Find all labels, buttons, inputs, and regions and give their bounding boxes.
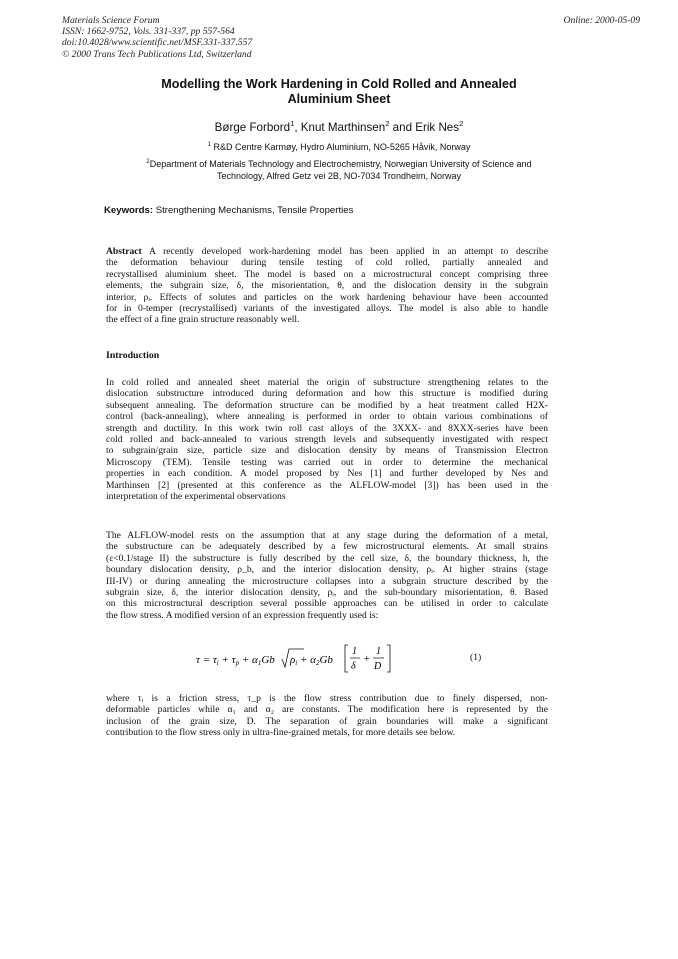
intro-paragraph-2: [106, 530, 548, 621]
title-line-2: Aluminium Sheet: [287, 91, 391, 106]
abstract-line: for in 0-temper (recrystallised) variants of the investigated alloys. The model is also able to handle: [106, 303, 548, 315]
intro-paragraph-1: [106, 377, 548, 502]
abstract: [106, 246, 548, 326]
abstract-line: interior, ρᵢ. Effects of solutes and particles on the work hardening behaviour have been accounted: [106, 291, 548, 303]
paragraph-line: Microscopy (TEM). Tensile testing was carried out in order to determine the mechanical: [106, 456, 548, 468]
svg-text:1: 1: [352, 646, 357, 657]
paragraph-line: properties in each condition. A model proposed by Nes [1] and further developed by Nes and: [106, 468, 548, 480]
journal-copyright: © 2000 Trans Tech Publications Ltd, Switzerland: [62, 48, 252, 60]
paragraph-line: deformable particles while α₁ and α₂ are constants. The modification here is represented by the: [106, 704, 548, 716]
affiliation-2-line-1: Department of Materials Technology and Electrochemistry, Norwegian University of Science and: [149, 159, 532, 169]
paragraph-line: on this microstructural description several possible approaches can be utilised in order to calculate: [106, 598, 548, 610]
svg-text:1: 1: [376, 646, 381, 657]
affiliation-1-text: R&D Centre Karmøy, Hydro Aluminium, NO-5265 Håvik, Norway: [213, 142, 471, 152]
paragraph-line: (ε<0.1/stage II) the substructure is fully described by the cell size, δ, the boundary thickness, h, the: [106, 552, 548, 564]
paragraph-line: to subgrain/grain size, particle size and dislocation density by means of Transmission Electron: [106, 445, 548, 457]
journal-doi[interactable]: doi:10.4028/www.scientific.net/MSF.331-337.557: [62, 37, 253, 49]
abstract-line: the deformation behaviour during tensile testing of cold rolled, partially annealed and: [106, 257, 548, 269]
online-date: Online: 2000-05-09: [563, 15, 640, 26]
author-sep-1: ,: [294, 121, 301, 134]
author-1: Børge Forbord: [214, 121, 291, 134]
paragraph-line: inclusion of the grain size, D. The separation of grain boundaries will make a significant: [106, 715, 548, 727]
svg-text:D: D: [374, 661, 382, 672]
affiliation-1: [100, 142, 578, 154]
affiliation-2: [96, 159, 582, 182]
paragraph-line: where τᵢ is a friction stress, τ_p is the flow stress contribution due to finely dispersed, non-: [106, 693, 548, 704]
paragraph-line: subsequent annealing. The deformation structure can be modified by a heat treatment called H2X-: [106, 399, 548, 411]
paragraph-line: dislocation substructure introduced during deformation and how this structure is modified during: [106, 388, 548, 400]
paragraph-line: boundary dislocation density, ρ_b, and the interior dislocation density, ρᵢ. At higher strains (stage: [106, 564, 548, 576]
author-list: [100, 121, 578, 135]
paragraph-line: Marthinsen [2] (presented at this conference as the ALFLOW-model [3]) has been used in the: [106, 479, 548, 491]
paragraph-line: cold rolled and back-annealed to various strength levels and subsequently investigated with respect: [106, 434, 548, 446]
svg-text:δ: δ: [351, 661, 356, 672]
keywords-text: Strengthening Mechanisms, Tensile Properties: [153, 205, 354, 216]
journal-name: Materials Science Forum: [62, 15, 160, 26]
author-3-affil: 2: [459, 119, 464, 129]
paper-title: [100, 77, 578, 106]
keywords: [104, 205, 574, 217]
paragraph-line: control (back-annealing), where annealing is performed in order to obtain various combinations of: [106, 411, 548, 423]
abstract-line: recrystallised aluminium sheet. The model is based on a microstructural concept comprising three: [106, 268, 548, 280]
abstract-label: Abstract: [106, 246, 142, 257]
paragraph-line: The ALFLOW-model rests on the assumption that at any stage during the deformation of a metal,: [106, 530, 548, 541]
paragraph-line: strength and ductility. In this work twin roll cast alloys of the 3XXX- and 8XXX-series have been: [106, 422, 548, 434]
intro-paragraph-3: [106, 693, 548, 739]
keywords-label: Keywords:: [104, 205, 154, 216]
affiliation-2-line-2: Technology, Alfred Getz vei 2B, NO-7034 Trondheim, Norway: [217, 170, 461, 181]
abstract-line: elements, the subgrain size, δ, the misorientation, θ, and the dislocation density in the subgrain: [106, 280, 548, 292]
paragraph-line: In cold rolled and annealed sheet material the origin of substructure strengthening relates to the: [106, 377, 548, 388]
paragraph-line: III-IV) or during annealing the microstructure collapses into a subgrain structure described by the: [106, 575, 548, 587]
svg-text:τ = τi + τp + α1Gb: τ = τi + τp + α1Gb: [196, 654, 275, 667]
author-1-affil: 1: [290, 119, 295, 129]
paragraph-line: subgrain size, δ, the interior dislocation density, ρᵢ, and the sub-boundary misorientation, θ. Based: [106, 587, 548, 599]
author-3: Erik Nes: [415, 121, 460, 134]
paragraph-line: the flow stress. A modified version of an expression frequently used is:: [106, 609, 379, 621]
affiliation-2-mark: 2: [146, 159, 150, 165]
title-line-1: Modelling the Work Hardening in Cold Rolled and Annealed: [161, 77, 517, 91]
paragraph-line: contribution to the flow stress only in ultra-fine-grained metals, for more details see below.: [106, 727, 456, 739]
equation-number: (1): [470, 652, 482, 663]
paragraph-line: interpretation of the experimental observations: [106, 491, 286, 503]
abstract-line: the effect of a fine grain structure reasonably well.: [106, 314, 300, 326]
flow-stress-equation: [196, 641, 396, 675]
affiliation-1-mark: 1: [207, 142, 211, 148]
author-2-affil: 2: [385, 119, 390, 129]
svg-text:+: +: [363, 653, 371, 665]
journal-issn: ISSN: 1662-9752, Vols. 331-337, pp 557-564: [62, 26, 235, 38]
section-heading-introduction: Introduction: [106, 350, 160, 361]
author-sep-2: and: [389, 121, 416, 134]
author-2: Knut Marthinsen: [300, 121, 386, 134]
journal-header: [62, 15, 422, 60]
paragraph-line: the substructure can be adequately described by a few microstructural elements. At small strains: [106, 541, 548, 553]
abstract-line: Abstract A recently developed work-hardening model has been applied in an attempt to describe: [106, 246, 548, 257]
svg-text:ρi + α2Gb: ρi + α2Gb: [290, 654, 333, 667]
